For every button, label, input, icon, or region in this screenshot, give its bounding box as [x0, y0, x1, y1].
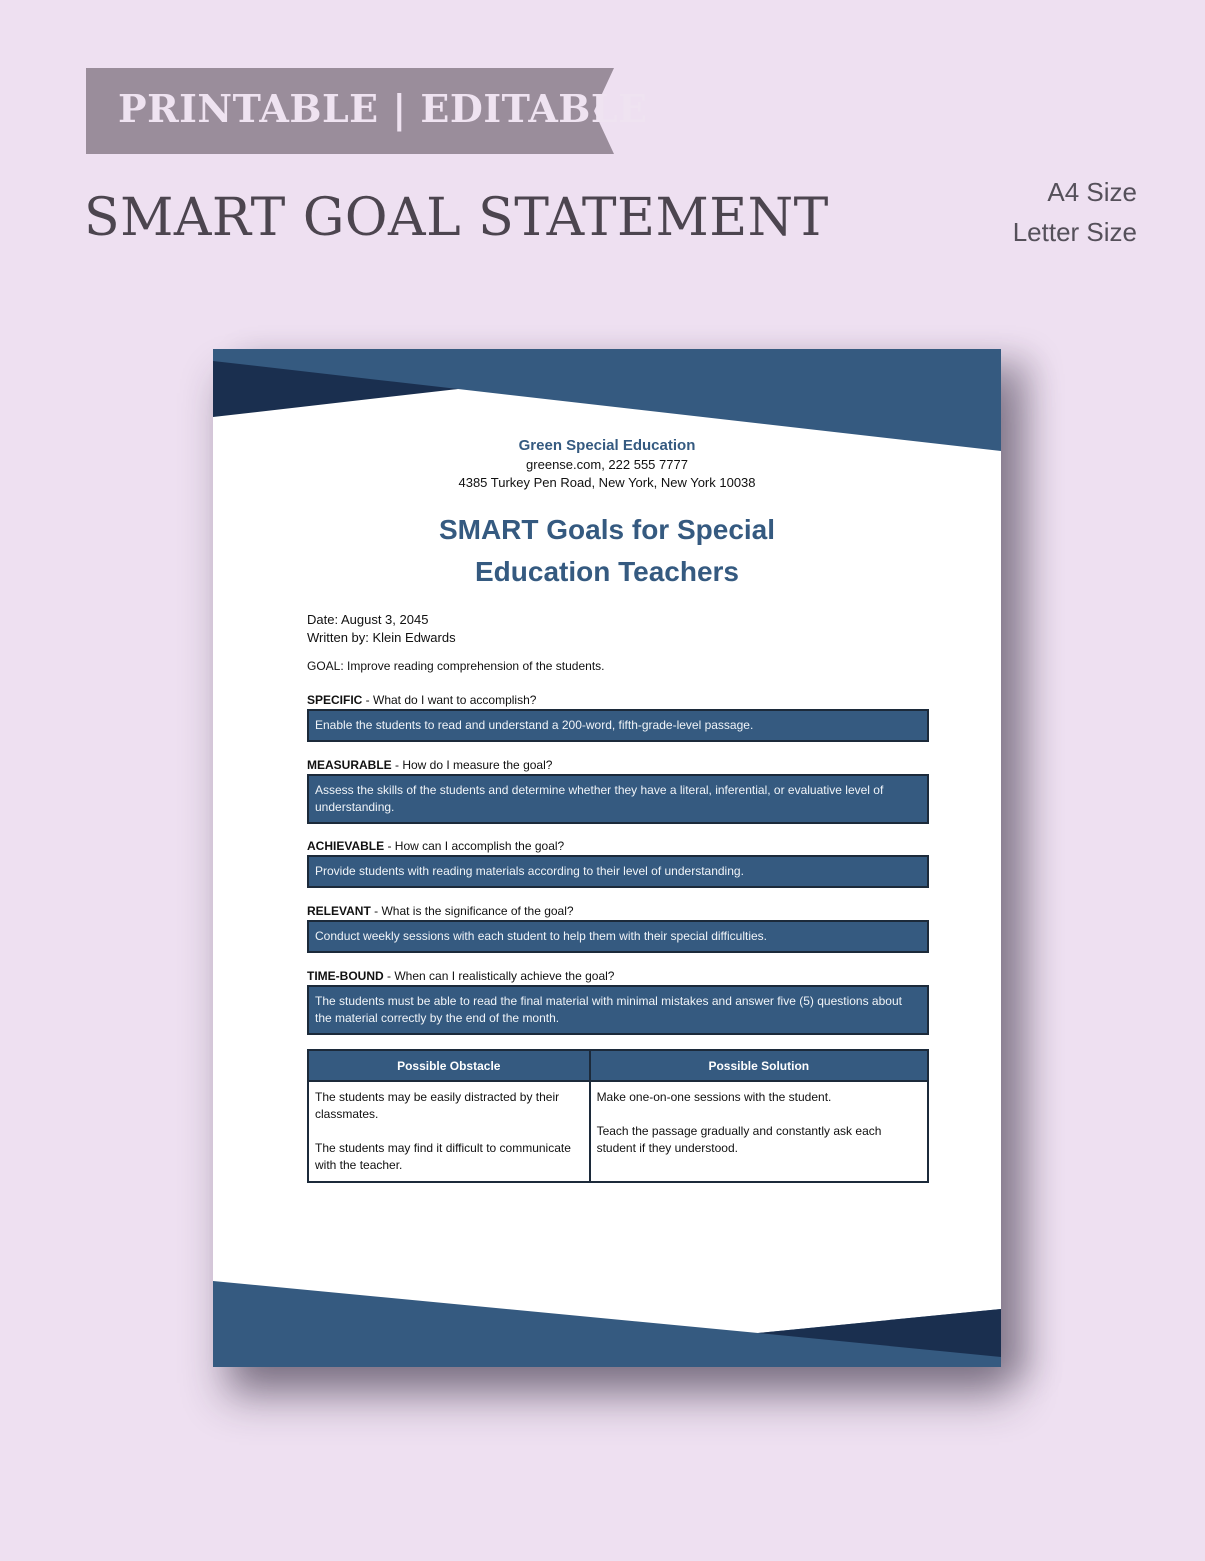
printable-editable-ribbon	[86, 68, 648, 154]
size-a4: A4 Size	[1047, 177, 1137, 207]
document-preview	[213, 349, 1001, 1367]
specific-answer-box	[307, 709, 929, 742]
document-title	[213, 509, 1001, 593]
size-letter: Letter Size	[1012, 217, 1137, 247]
measurable-label	[307, 758, 552, 772]
document-title-line2: Education Teachers	[474, 556, 739, 587]
measurable-answer: Assess the skills of the students and determine whether they have a literal, inferential, or evaluative level of understanding.	[315, 783, 884, 814]
achievable-answer-box	[307, 855, 929, 888]
specific-answer: Enable the students to read and understand a 200-word, fifth-grade-level passage.	[315, 718, 754, 732]
measurable-heading: MEASURABLE	[307, 758, 392, 772]
relevant-answer-box	[307, 920, 929, 953]
company-contact: greense.com, 222 555 7777	[526, 457, 688, 472]
specific-question: - What do I want to accomplish?	[362, 693, 537, 707]
document-author: Written by: Klein Edwards	[307, 630, 456, 645]
relevant-answer: Conduct weekly sessions with each student to help them with their special difficulties.	[315, 929, 768, 943]
time-bound-label	[307, 969, 614, 983]
obstacle-column-header: Possible Obstacle	[308, 1050, 590, 1081]
relevant-label	[307, 904, 574, 918]
goal-statement: GOAL: Improve reading comprehension of the students.	[307, 659, 605, 673]
obstacle-item: The students may find it difficult to communicate with the teacher.	[315, 1141, 571, 1172]
achievable-answer: Provide students with reading materials according to their level of understanding.	[315, 864, 744, 878]
specific-label	[307, 693, 536, 707]
time-bound-answer: The students must be able to read the final material with minimal mistakes and answer five (5) questions about the material correctly by the end of the month.	[315, 994, 902, 1025]
time-bound-question: - When can I realistically achieve the goal?	[383, 969, 615, 983]
size-options	[1013, 172, 1137, 252]
time-bound-heading: TIME-BOUND	[307, 969, 384, 983]
solution-item: Teach the passage gradually and constantly ask each student if they understood.	[596, 1124, 882, 1155]
relevant-heading: RELEVANT	[307, 904, 371, 918]
obstacle-solution-table	[307, 1049, 929, 1183]
document-date: Date: August 3, 2045	[307, 612, 429, 627]
solution-column-header: Possible Solution	[590, 1050, 928, 1081]
company-address: 4385 Turkey Pen Road, New York, New York 10038	[458, 475, 756, 490]
measurable-answer-box	[307, 774, 929, 824]
specific-heading: SPECIFIC	[307, 693, 363, 707]
achievable-question: - How can I accomplish the goal?	[384, 839, 565, 853]
measurable-question: - How do I measure the goal?	[391, 758, 553, 772]
achievable-heading: ACHIEVABLE	[307, 839, 385, 853]
document-title-line1: SMART Goals for Special	[438, 514, 776, 545]
achievable-label	[307, 839, 564, 853]
page-title: SMART GOAL STATEMENT	[84, 188, 829, 248]
table-row	[308, 1081, 928, 1182]
time-bound-answer-box	[307, 985, 929, 1035]
solution-item: Make one-on-one sessions with the student.	[596, 1090, 832, 1104]
obstacles-cell	[308, 1081, 590, 1182]
table-header-row	[308, 1050, 928, 1081]
ribbon-label: PRINTABLE | EDITABLE	[118, 86, 648, 131]
company-name: Green Special Education	[518, 437, 696, 454]
solutions-cell	[590, 1081, 928, 1182]
obstacle-item: The students may be easily distracted by their classmates.	[315, 1090, 560, 1121]
relevant-question: - What is the significance of the goal?	[370, 904, 574, 918]
